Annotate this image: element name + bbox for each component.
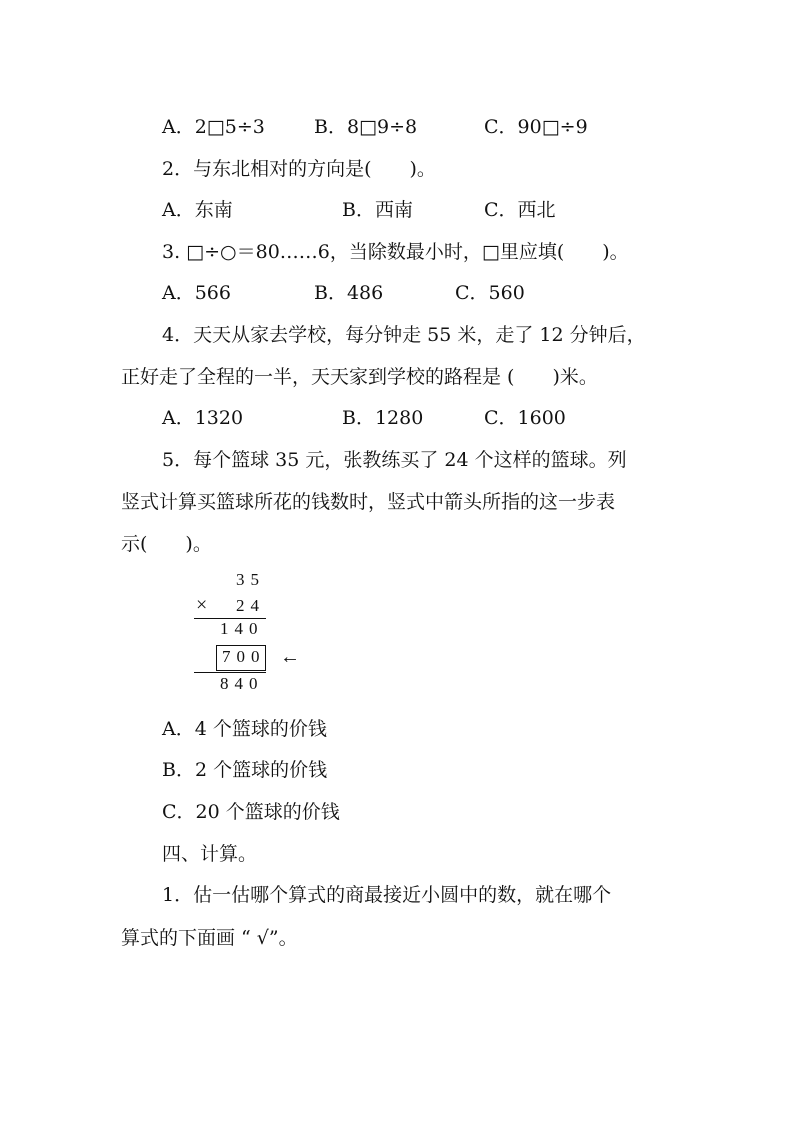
- calc-times-sign: ×: [196, 594, 208, 616]
- calc-multiplier: 24: [236, 596, 265, 615]
- q5-stem-line2: 竖式计算买篮球所花的钱数时，竖式中箭头所指的这一步表: [121, 491, 616, 513]
- q3-option-c: C．560: [455, 282, 525, 304]
- calc-multiplicand: 35: [236, 570, 265, 589]
- q3-option-a: A．566: [162, 282, 231, 304]
- q4-option-a: A．1320: [162, 407, 244, 429]
- q5-option-b: B．2 个篮球的价钱: [162, 759, 328, 781]
- q5-option-a: A．4 个篮球的价钱: [162, 718, 327, 740]
- q4-stem-line1: 4．天天从家去学校，每分钟走 55 米，走了 12 分钟后，: [162, 324, 646, 346]
- q1-option-b: B．8□9÷8: [314, 116, 418, 138]
- q5-option-c: C．20 个篮球的价钱: [162, 801, 340, 823]
- q2-option-c: C．西北: [484, 199, 556, 221]
- q2-stem: 2．与东北相对的方向是( )。: [162, 158, 436, 180]
- calc-partial-product-1: 140: [220, 619, 264, 638]
- calc-arrow-icon: ←: [280, 646, 300, 668]
- q5-stem-line1: 5．每个篮球 35 元，张教练买了 24 个这样的篮球。列: [162, 449, 627, 471]
- section4-heading: 四、计算。: [162, 843, 258, 865]
- q3-options-row: [162, 280, 722, 306]
- calc-rule-bottom: [194, 672, 266, 673]
- calc-partial-product-2: 700: [222, 647, 266, 666]
- q1-options-row: [162, 114, 722, 140]
- q4-stem-line2: 正好走了全程的一半，天天家到学校的路程是 ( )米。: [121, 366, 598, 388]
- q4-option-c: C．1600: [484, 407, 566, 429]
- q2-options-row: [162, 197, 722, 223]
- q3-stem: 3. □÷○＝80……6，当除数最小时，□里应填( )。: [162, 241, 629, 263]
- q2-option-b: B．西南: [342, 199, 413, 221]
- q5-stem-line3: 示( )。: [121, 533, 212, 555]
- vertical-multiplication: [190, 568, 310, 698]
- q3-option-b: B．486: [314, 282, 384, 304]
- section4-q1-line1: 1．估一估哪个算式的商最接近小圆中的数，就在哪个: [162, 884, 612, 906]
- section4-q1-line2: 算式的下面画 “ √”。: [121, 927, 298, 949]
- q1-option-c: C．90□÷9: [484, 116, 588, 138]
- calc-result: 840: [220, 674, 264, 693]
- q2-option-a: A．东南: [162, 199, 233, 221]
- q4-option-b: B．1280: [342, 407, 424, 429]
- q1-option-a: A．2□5÷3: [162, 116, 265, 138]
- q4-options-row: [162, 405, 722, 431]
